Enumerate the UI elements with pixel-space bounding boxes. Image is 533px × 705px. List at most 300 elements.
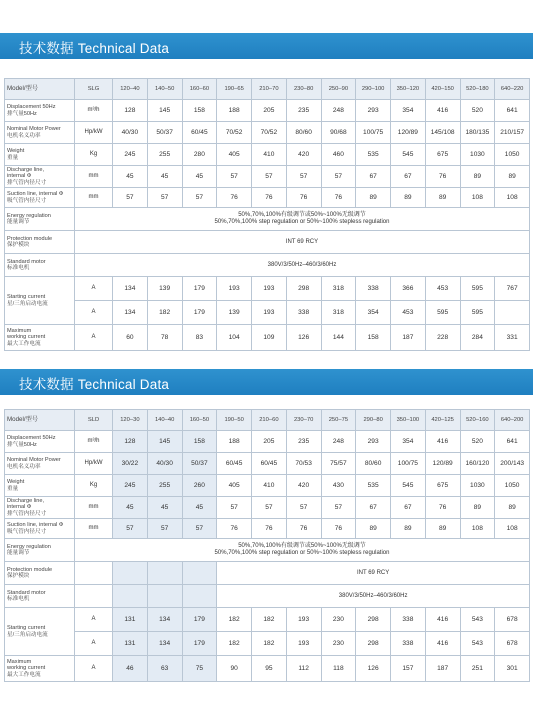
value-cell: 188 [217,431,252,453]
value-cell: 57 [182,519,217,539]
value-cell: 248 [321,100,356,122]
value-cell: 57 [217,497,252,519]
value-cell: 230 [321,632,356,656]
value-cell: 210/157 [495,122,530,144]
spacer-cell [182,585,217,608]
value-cell: 235 [286,431,321,453]
model-header: 190–50 [217,410,252,431]
model-label: Model/型号 [5,79,75,100]
value-cell: 145/108 [425,122,460,144]
value-cell: 78 [147,325,182,351]
row-label-en-2: internal Φ [7,504,32,511]
value-cell: 76 [252,188,287,208]
span-text: INT 69 RCY [285,238,319,245]
value-cell: 45 [147,497,182,519]
value-cell: 112 [286,656,321,682]
series-name: SLD [75,410,113,431]
value-cell: 520 [460,431,495,453]
value-cell: 182 [147,301,182,325]
value-cell: 545 [391,144,426,166]
value-cell: 416 [425,100,460,122]
value-cell: 57 [321,497,356,519]
value-cell: 182 [252,608,287,632]
row-label-zh: 排气管内径尺寸 [7,179,47,186]
value-cell: 245 [113,144,148,166]
value-cell: 641 [495,431,530,453]
value-cell: 543 [460,632,495,656]
value-cell: 179 [182,632,217,656]
spacer-cell [75,562,113,585]
value-cell: 535 [356,144,391,166]
model-header: 250–90 [321,79,356,100]
row-label-en: Suction line, internal Φ [7,522,64,529]
value-cell: 76 [217,188,252,208]
row-label [5,325,75,351]
value-cell: 182 [252,632,287,656]
row-label [5,254,75,277]
value-cell: 255 [147,144,182,166]
row-label-en-2: internal Φ [7,173,32,180]
row-label-en: Discharge line, [7,167,44,174]
value-cell: 109 [252,325,287,351]
value-cell: 205 [252,100,287,122]
value-cell: 76 [252,519,287,539]
row-label-en-2: working current [7,665,46,672]
spacer-cell [113,585,148,608]
header-row [5,410,530,431]
value-cell: 60/45 [217,453,252,475]
row-starting-b [5,632,530,656]
value-cell: 535 [356,475,391,497]
row-label-zh: 星/三角启动电流 [7,631,48,638]
row-label [5,453,75,475]
value-cell: 416 [425,632,460,656]
row-label-zh: 排气量50Hz [7,110,37,117]
unit-cell: Kg [75,475,113,497]
row-discharge [5,497,530,519]
value-cell: 230 [321,608,356,632]
spec-table-slg [4,78,530,351]
value-cell: 182 [217,608,252,632]
spacer-cell [113,562,148,585]
value-cell: 1030 [460,144,495,166]
row-label-en: Displacement 50Hz [7,104,56,111]
value-cell: 416 [425,431,460,453]
value-cell: 89 [425,188,460,208]
span-text: 380V/3/50Hz–460/3/60Hz [267,261,337,268]
unit-cell: mm [75,519,113,539]
header-row [5,79,530,100]
model-header: 640–220 [495,79,530,100]
value-cell: 108 [460,519,495,539]
value-cell: 67 [356,497,391,519]
model-header: 120–30 [113,410,148,431]
value-cell: 57 [286,497,321,519]
value-cell: 60/45 [182,122,217,144]
value-cell: 126 [356,656,391,682]
value-cell: 89 [495,497,530,519]
spec-table-sld [4,409,530,682]
row-label-zh: 最大工作电流 [7,340,41,347]
value-cell: 293 [356,100,391,122]
value-cell: 767 [495,277,530,301]
row-label-en-2: working current [7,334,46,341]
value-cell: 57 [113,519,148,539]
value-cell: 420 [286,144,321,166]
unit-cell: Kg [75,144,113,166]
value-cell: 89 [460,166,495,188]
span-text: 50%,70%,100% step regulation or 50%~100% stepless regulation [214,550,390,556]
row-discharge [5,166,530,188]
row-label [5,166,75,188]
value-cell: 57 [147,188,182,208]
value-cell: 280 [182,144,217,166]
value-cell: 228 [425,325,460,351]
section-banner [0,369,533,395]
span-text: 50%,70%,100% step regulation or 50%~100% stepless regulation [214,219,390,225]
value-cell: 158 [182,431,217,453]
row-motor_power [5,453,530,475]
unit-cell: A [75,632,113,656]
row-suction [5,519,530,539]
value-cell: 193 [252,277,287,301]
value-cell: 187 [391,325,426,351]
value-cell: 89 [495,166,530,188]
value-cell: 63 [147,656,182,682]
value-cell: 251 [460,656,495,682]
row-label-zh: 星/三角启动电流 [7,300,48,307]
value-cell: 179 [182,301,217,325]
value-cell: 45 [113,166,148,188]
row-label-en: Standard motor [7,589,46,596]
value-cell: 128 [113,100,148,122]
row-label-en: Displacement 50Hz [7,435,56,442]
row-label-zh: 重量 [7,154,19,161]
row-label-zh: 吸气管内径尺寸 [7,528,47,535]
value-cell: 298 [356,608,391,632]
row-label-zh: 保护模块 [7,242,30,248]
value-cell: 90/68 [321,122,356,144]
value-cell: 100/75 [391,453,426,475]
value-cell: 45 [147,166,182,188]
value-cell: 89 [425,519,460,539]
row-label-en: Protection module [7,235,53,242]
value-cell: 338 [356,277,391,301]
row-suction [5,188,530,208]
row-energy [5,208,530,231]
row-label-zh: 标准电机 [7,265,30,271]
value-cell: 45 [113,497,148,519]
model-header: 250–75 [321,410,356,431]
row-weight [5,144,530,166]
value-cell: 126 [286,325,321,351]
row-label [5,208,75,231]
value-cell: 128 [113,431,148,453]
model-header: 520–180 [460,79,495,100]
row-starting-a [5,277,530,301]
value-cell: 200/143 [495,453,530,475]
series-name: SLG [75,79,113,100]
model-header: 210–70 [252,79,287,100]
value-cell: 318 [321,301,356,325]
model-header: 140–50 [147,79,182,100]
model-header: 210–60 [252,410,287,431]
value-cell: 338 [286,301,321,325]
row-label-en: Standard motor [7,258,46,265]
value-cell: 188 [217,100,252,122]
value-cell [495,301,530,325]
row-starting-a [5,608,530,632]
value-cell: 354 [391,100,426,122]
value-cell: 108 [495,519,530,539]
value-cell: 76 [321,519,356,539]
value-cell: 139 [217,301,252,325]
value-cell: 89 [391,188,426,208]
row-label-zh: 能量调节 [7,219,30,225]
value-cell: 40/30 [113,122,148,144]
value-cell: 118 [321,656,356,682]
value-cell: 430 [321,475,356,497]
value-cell: 134 [147,632,182,656]
row-protection [5,231,530,254]
row-label-en: Weight [7,479,25,486]
row-label [5,608,75,656]
value-cell: 95 [252,656,287,682]
model-header: 160–50 [182,410,217,431]
value-cell: 75/57 [321,453,356,475]
value-cell: 678 [495,608,530,632]
value-cell: 193 [252,301,287,325]
model-label: Model/型号 [5,410,75,431]
value-cell: 76 [321,188,356,208]
value-cell: 76 [425,166,460,188]
value-cell: 83 [182,325,217,351]
value-cell: 1050 [495,475,530,497]
value-cell: 60 [113,325,148,351]
row-energy [5,539,530,562]
row-label [5,585,75,608]
value-cell: 90 [217,656,252,682]
value-cell: 70/52 [217,122,252,144]
value-cell: 60/45 [252,453,287,475]
value-cell: 260 [182,475,217,497]
row-label-en: Energy regulation [7,212,51,219]
value-cell: 89 [356,188,391,208]
row-label [5,100,75,122]
span-value: INT 69 RCY [217,562,530,585]
value-cell: 108 [495,188,530,208]
value-cell: 248 [321,431,356,453]
value-cell: 160/120 [460,453,495,475]
value-cell: 1030 [460,475,495,497]
value-cell: 205 [252,431,287,453]
row-label [5,431,75,453]
span-value [75,254,530,277]
span-text: 50%,70%,100%有级调节或50%~100%无级调节 [238,543,366,550]
unit-cell: A [75,656,113,682]
value-cell: 678 [495,632,530,656]
model-header: 640–200 [495,410,530,431]
model-header: 140–40 [147,410,182,431]
model-header: 190–65 [217,79,252,100]
value-cell: 366 [391,277,426,301]
row-weight [5,475,530,497]
value-cell: 453 [425,277,460,301]
value-cell: 104 [217,325,252,351]
value-cell: 57 [147,519,182,539]
value-cell: 595 [460,301,495,325]
value-cell: 46 [113,656,148,682]
value-cell: 293 [356,431,391,453]
model-header: 290–100 [356,79,391,100]
value-cell: 354 [391,431,426,453]
value-cell: 57 [286,166,321,188]
value-cell: 180/135 [460,122,495,144]
unit-cell: m³/h [75,431,113,453]
value-cell: 301 [495,656,530,682]
row-label-en: Nominal Motor Power [7,126,61,133]
row-label-zh: 排气量50Hz [7,441,37,448]
row-label-en: Weight [7,148,25,155]
unit-cell: A [75,301,113,325]
value-cell: 255 [147,475,182,497]
value-cell: 57 [252,166,287,188]
model-header: 290–80 [356,410,391,431]
row-label [5,497,75,519]
row-label-zh: 重量 [7,485,19,492]
model-header: 230–70 [286,410,321,431]
value-cell: 131 [113,632,148,656]
value-cell: 134 [113,301,148,325]
row-label-en: Starting current [7,625,46,632]
value-cell: 57 [321,166,356,188]
row-label-en: Energy regulation [7,543,51,550]
value-cell: 89 [460,497,495,519]
row-label-zh: 能量调节 [7,550,30,556]
span-value [75,208,530,231]
row-label-en: Nominal Motor Power [7,457,61,464]
unit-cell: m³/h [75,100,113,122]
spacer-cell [147,585,182,608]
value-cell: 145 [147,431,182,453]
row-max_current [5,325,530,351]
model-header: 520–160 [460,410,495,431]
value-cell: 67 [391,166,426,188]
row-label-en: Discharge line, [7,498,44,505]
value-cell: 67 [391,497,426,519]
model-header: 420–150 [425,79,460,100]
value-cell: 416 [425,608,460,632]
value-cell: 354 [356,301,391,325]
value-cell: 193 [217,277,252,301]
value-cell: 40/30 [147,453,182,475]
value-cell: 595 [425,301,460,325]
value-cell: 675 [425,144,460,166]
row-label [5,519,75,539]
spacer-cell [75,585,113,608]
value-cell: 331 [495,325,530,351]
row-label [5,144,75,166]
value-cell: 75 [182,656,217,682]
model-header: 350–100 [391,410,426,431]
row-label [5,188,75,208]
row-label [5,122,75,144]
value-cell: 145 [147,100,182,122]
model-header: 160–60 [182,79,217,100]
value-cell: 187 [425,656,460,682]
value-cell: 284 [460,325,495,351]
value-cell: 318 [321,277,356,301]
value-cell: 45 [182,497,217,519]
value-cell: 1050 [495,144,530,166]
value-cell: 641 [495,100,530,122]
value-cell: 460 [321,144,356,166]
value-cell: 157 [391,656,426,682]
value-cell: 134 [147,608,182,632]
value-cell: 420 [286,475,321,497]
value-cell: 453 [391,301,426,325]
unit-cell: A [75,277,113,301]
row-label-zh: 电机名义功率 [7,463,41,470]
model-header: 230–80 [286,79,321,100]
value-cell: 89 [356,519,391,539]
value-cell: 235 [286,100,321,122]
unit-cell: Hp/kW [75,122,113,144]
span-value [75,539,530,562]
value-cell: 50/37 [147,122,182,144]
value-cell: 405 [217,144,252,166]
row-label-zh: 标准电机 [7,596,30,602]
value-cell: 67 [356,166,391,188]
row-displacement [5,431,530,453]
model-header: 120–40 [113,79,148,100]
value-cell: 158 [356,325,391,351]
span-text: 50%,70%,100%有级调节或50%~100%无级调节 [238,212,366,219]
row-label [5,562,75,585]
value-cell: 108 [460,188,495,208]
value-cell: 298 [286,277,321,301]
row-label-en: Maximum [7,659,32,666]
value-cell: 45 [182,166,217,188]
value-cell: 193 [286,608,321,632]
value-cell: 298 [356,632,391,656]
value-cell: 144 [321,325,356,351]
row-label-zh: 吸气管内径尺寸 [7,197,47,204]
value-cell: 179 [182,277,217,301]
value-cell: 595 [460,277,495,301]
value-cell: 70/53 [286,453,321,475]
section-banner [0,33,533,59]
row-label-en: Starting current [7,294,46,301]
value-cell: 30/22 [113,453,148,475]
row-label-zh: 电机名义功率 [7,132,41,139]
value-cell: 80/60 [286,122,321,144]
unit-cell: mm [75,166,113,188]
value-cell: 675 [425,475,460,497]
value-cell: 245 [113,475,148,497]
spacer-cell [147,562,182,585]
unit-cell: mm [75,188,113,208]
row-label [5,656,75,682]
value-cell: 76 [217,519,252,539]
value-cell: 50/37 [182,453,217,475]
row-label-zh: 保护模块 [7,573,30,579]
model-header: 420–125 [425,410,460,431]
value-cell: 76 [425,497,460,519]
value-cell: 57 [252,497,287,519]
row-label-en: Suction line, internal Φ [7,191,64,198]
value-cell: 57 [113,188,148,208]
